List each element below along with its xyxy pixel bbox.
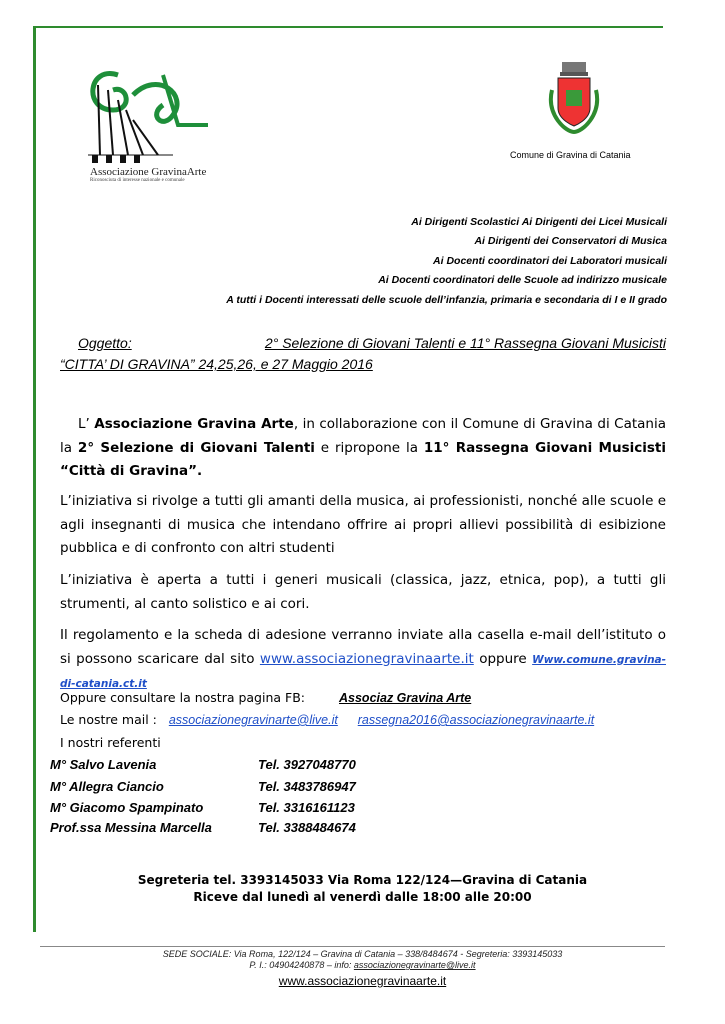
comune-website-link[interactable]: Www.comune.gravina-di-catania.ct.it bbox=[60, 653, 666, 690]
referent-row bbox=[50, 779, 356, 794]
recipients-block bbox=[226, 213, 667, 310]
association-logo-subcaption: Riconosciuta di interesse nazionale e comunale bbox=[90, 178, 185, 183]
footer-website bbox=[0, 974, 725, 988]
rules-paragraph: Il regolamento e la scheda di adesione verranno inviate alla casella e-mail dell’istituto o si possono scaricare dal sito www.associazionegravinaarte.it oppure Www.comune.gravina-di-catania.ct.it bbox=[60, 627, 666, 690]
subject-line-1: 2° Selezione di Giovani Talenti e 11° Rassegna Giovani Musicisti bbox=[264, 335, 666, 351]
page-border-top bbox=[33, 26, 663, 28]
referent-name: M° Giacomo Spampinato bbox=[50, 800, 204, 815]
genres-paragraph: L’iniziativa è aperta a tutti i generi musicali (classica, jazz, etnica, pop), a tutti gli strumenti, al canto solistico e ai cori. bbox=[60, 572, 666, 612]
referent-tel: Tel. 3316161123 bbox=[258, 800, 355, 815]
recipient-line: Ai Docenti coordinatori delle Scuole ad indirizzo musicale bbox=[378, 274, 667, 287]
referent-name: M° Allegra Ciancio bbox=[50, 779, 164, 794]
recipient-line: Ai Docenti coordinatori dei Laboratori musicali bbox=[433, 254, 667, 267]
subject-label: Oggetto: bbox=[78, 335, 132, 351]
referent-row bbox=[50, 800, 355, 815]
referent-tel: Tel. 3388484674 bbox=[258, 820, 356, 835]
comune-caption: Comune di Gravina di Catania bbox=[510, 150, 631, 160]
secretariat-block bbox=[0, 872, 725, 906]
referent-row bbox=[50, 757, 356, 772]
recipient-line: Ai Dirigenti Scolastici Ai Dirigenti dei Licei Musicali bbox=[411, 216, 667, 228]
secretariat-line-1: Segreteria tel. 3393145033 Via Roma 122/124—Gravina di Catania bbox=[137, 873, 588, 887]
intro-paragraph: L’ Associazione Gravina Arte, in collaborazione con il Comune di Gravina di Catania la 2° Selezione di Giovani Talenti e ripropone la 11° Rassegna Giovani Musicisti “Città di Gravina”. bbox=[60, 416, 667, 479]
subject-block bbox=[60, 333, 666, 375]
association-logo-caption: Associazione GravinaArte bbox=[90, 166, 207, 178]
secretariat-line-2: Riceve dal lunedì al venerdì dalle 18:00 alle 20:00 bbox=[193, 890, 532, 904]
referents-label: I nostri referenti bbox=[60, 735, 161, 750]
page-border-left bbox=[33, 26, 36, 932]
referent-row bbox=[50, 820, 356, 835]
footer-email-link[interactable]: associazionegravinarte@live.it bbox=[353, 960, 476, 970]
association-website-link[interactable]: www.associazionegravinaarte.it bbox=[259, 650, 474, 667]
referent-name: Prof.ssa Messina Marcella bbox=[50, 820, 212, 835]
audience-paragraph: L’iniziativa si rivolge a tutti gli amanti della musica, ai professionisti, nonché alle scuole e agli insegnanti di musica che intendano offrire ai propri allievi possibilità di esibizione pubblica e di confronto con altri studenti bbox=[60, 493, 666, 556]
mail-link-2[interactable]: rassegna2016@associazionegravinaarte.it bbox=[357, 713, 595, 727]
facebook-page-name[interactable]: Associaz Gravina Arte bbox=[339, 691, 472, 705]
mail-line bbox=[60, 712, 594, 727]
footer-block bbox=[0, 949, 725, 971]
recipient-line: A tutti i Docenti interessati delle scuole dell’infanzia, primaria e secondaria di I e II grado bbox=[226, 293, 667, 306]
recipient-line: Ai Dirigenti dei Conservatori di Musica bbox=[474, 235, 667, 248]
footer-website-link[interactable]: www.associazionegravinaarte.it bbox=[278, 974, 447, 988]
mail-link-1[interactable]: associazionegravinarte@live.it bbox=[168, 713, 338, 727]
referent-name: M° Salvo Lavenia bbox=[50, 757, 157, 772]
selection-name: 2° Selezione di Giovani Talenti bbox=[77, 439, 315, 456]
facebook-line bbox=[60, 690, 471, 705]
mail-label: Le nostre mail : bbox=[60, 712, 157, 727]
footer-address: SEDE SOCIALE: Via Roma, 122/124 – Gravina di Catania – 338/8484674 - Segreteria: 3393145033 bbox=[162, 949, 563, 959]
footer-divider bbox=[40, 946, 665, 947]
association-name: Associazione Gravina Arte bbox=[94, 416, 294, 432]
referent-tel: Tel. 3927048770 bbox=[258, 757, 356, 772]
festival-name: 11° Rassegna Giovani Musicisti “Città di Gravina”. bbox=[60, 439, 666, 479]
referent-tel: Tel. 3483786947 bbox=[258, 779, 356, 794]
footer-info: P. I.: 04904240878 – info: associazionegravinarte@live.it bbox=[249, 960, 476, 970]
facebook-label: Oppure consultare la nostra pagina FB: bbox=[60, 690, 305, 705]
comune-crest-icon bbox=[546, 60, 602, 138]
subject-line-2: “CITTA’ DI GRAVINA” 24,25,26, e 27 Maggio 2016 bbox=[60, 356, 373, 372]
